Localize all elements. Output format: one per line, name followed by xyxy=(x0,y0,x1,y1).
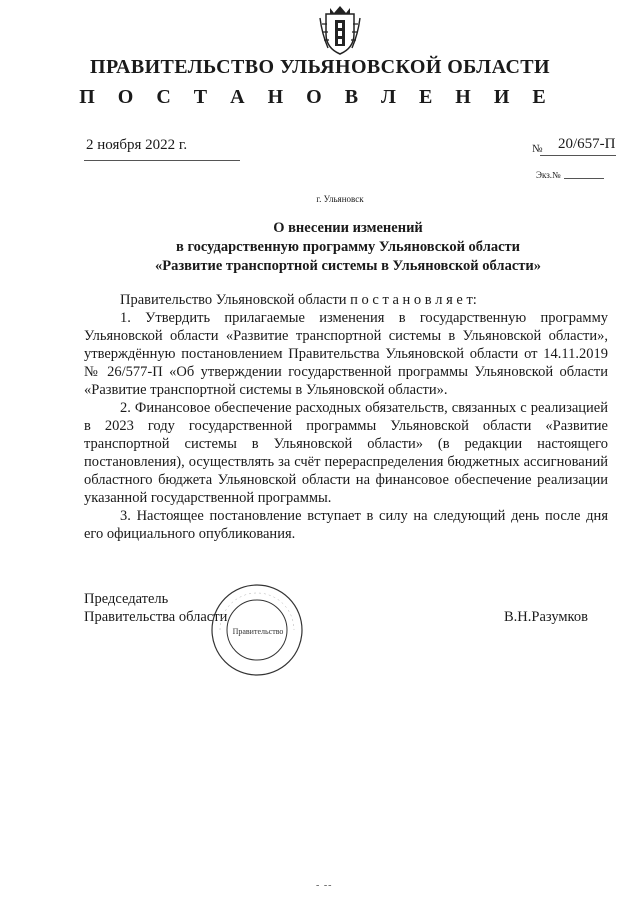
copy-number-underline xyxy=(564,178,604,179)
document-subject xyxy=(120,219,576,276)
stamp-center-text: Правительство xyxy=(232,627,284,636)
number-label: № xyxy=(532,143,543,155)
coat-of-arms-icon xyxy=(318,4,362,56)
document-date: 2 ноября 2022 г. xyxy=(86,137,188,153)
subject-line-3: «Развитие транспортной системы в Ульяновской области» xyxy=(155,258,541,274)
body-paragraph-1: 1. Утвердить прилагаемые изменения в государственную программу Ульяновской области «Развитие транспортной системы в Ульяновской области», утверждённую постановлением Правительства Ульяновской области от 14.11.2019 № 26/577-П «Об утверждении государственной программы Ульяновской области «Развитие транспортной системы в Ульяновской области». xyxy=(84,310,608,398)
footer-marks: - -- xyxy=(316,880,333,891)
government-title: ПРАВИТЕЛЬСТВО УЛЬЯНОВСКОЙ ОБЛАСТИ xyxy=(89,56,550,78)
body-intro: Правительство Ульяновской области п о с т а н о в л я е т: xyxy=(120,292,477,308)
signer-name: В.Н.Разумков xyxy=(504,609,588,625)
document-number: 20/657-П xyxy=(558,136,616,152)
subject-line-2: в государственную программу Ульяновской области xyxy=(175,239,520,255)
city-label: г. Ульяновск xyxy=(316,194,364,204)
copy-number-label: Экз.№ xyxy=(536,170,561,180)
document-body xyxy=(84,291,608,543)
number-underline xyxy=(540,155,616,156)
body-paragraph-3: 3. Настоящее постановление вступает в силу на следующий день после дня его официального опубликования. xyxy=(84,508,608,542)
body-paragraph-2: 2. Финансовое обеспечение расходных обязательств, связанных с реализацией в 2023 году государственной программы Ульяновской области «Развитие транспортной системы в Ульяновской области» (в редакции настоящего постановления), осуществлять за счёт перераспределения бюджетных ассигнований областного бюджета Ульяновской области на финансовое обеспечение реализации указанной государственной программы. xyxy=(84,400,608,506)
document-type-title: П О С Т А Н О В Л Е Н И Е xyxy=(79,86,555,108)
chair-title-line-2: Правительства области xyxy=(84,609,228,625)
date-underline xyxy=(84,160,240,161)
chair-title-line-1: Председатель xyxy=(84,591,169,607)
subject-line-1: О внесении изменений xyxy=(273,220,423,236)
